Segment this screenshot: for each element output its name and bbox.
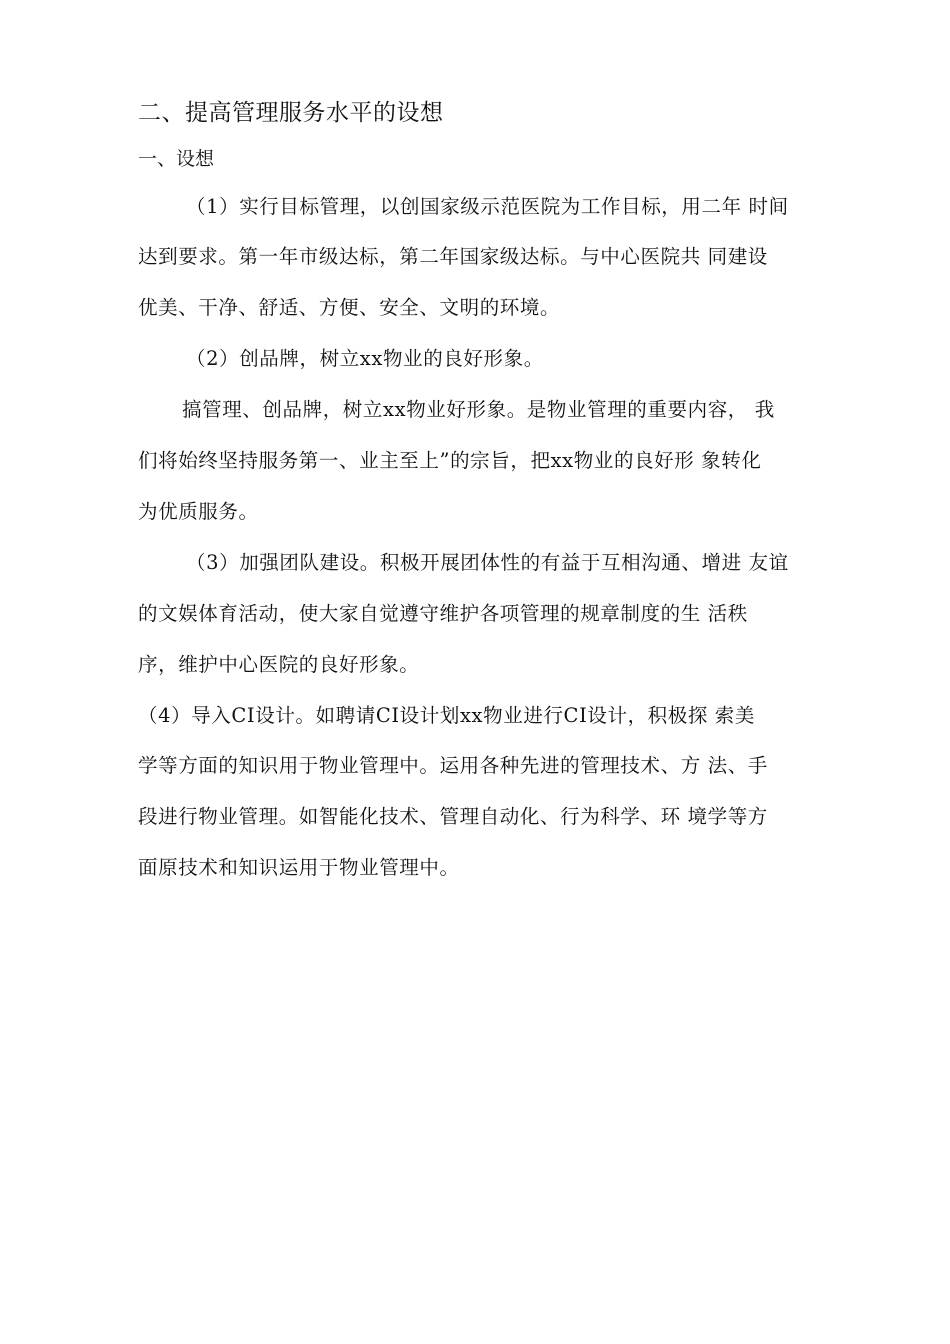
paragraph-line: 搞管理、创品牌，树立xx物业好形象。是物业管理的重要内容， 我 <box>182 398 775 421</box>
paragraph-line: （4）导入CI设计。如聘请CI设计划xx物业进行CI设计，积极探 索美 <box>138 704 755 727</box>
paragraph-line: 的文娱体育活动，使大家自觉遵守维护各项管理的规章制度的生 活秩 <box>138 602 748 625</box>
paragraph-line: （3）加强团队建设。积极开展团体性的有益于互相沟通、增进 友谊 <box>186 551 789 574</box>
section-title: 二、提高管理服务水平的设想 <box>138 100 444 126</box>
paragraph-line: 学等方面的知识用于物业管理中。运用各种先进的管理技术、方 法、手 <box>138 754 768 777</box>
paragraph-line: 序，维护中心医院的良好形象。 <box>138 653 420 676</box>
paragraph-line: 们将始终坚持服务第一、业主至上”的宗旨，把xx物业的良好形 象转化 <box>138 449 762 472</box>
paragraph-line: 面原技术和知识运用于物业管理中。 <box>138 856 460 879</box>
paragraph-line: 段进行物业管理。如智能化技术、管理自动化、行为科学、环 境学等方 <box>138 805 768 828</box>
paragraph-line: 达到要求。第一年市级达标，第二年国家级达标。与中心医院共 同建设 <box>138 245 768 268</box>
section-subtitle: 一、设想 <box>138 148 215 170</box>
paragraph-line: （2）创品牌，树立xx物业的良好形象。 <box>186 347 544 370</box>
paragraph-line: 优美、干净、舒适、方便、安全、文明的环境。 <box>138 296 561 319</box>
paragraph-line: （1）实行目标管理，以创国家级示范医院为工作目标，用二年 时间 <box>186 195 789 218</box>
paragraph-line: 为优质服务。 <box>138 500 259 523</box>
